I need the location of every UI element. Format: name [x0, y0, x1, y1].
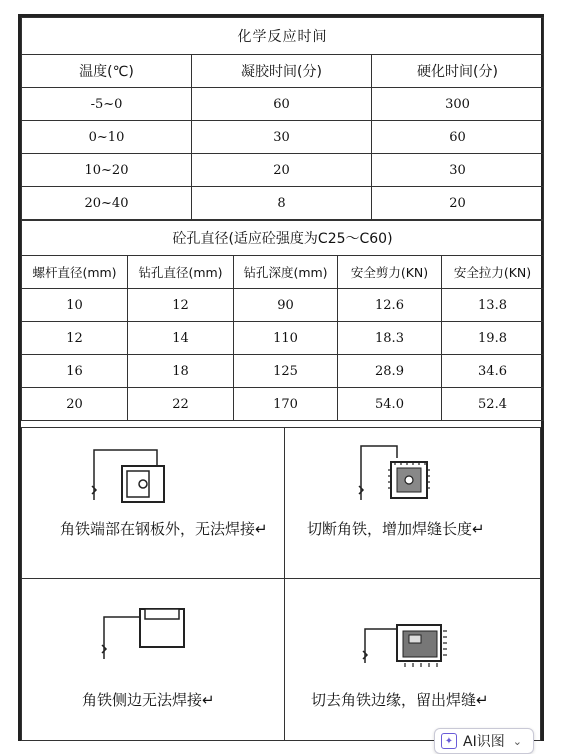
table-cell: 28.9 [338, 355, 442, 388]
figure-cut-edge [284, 578, 541, 741]
table-cell: 90 [234, 289, 338, 322]
table-cell: 13.8 [442, 289, 544, 322]
table-cell: 20 [192, 154, 372, 187]
table-cell: 30 [192, 121, 372, 154]
figure-caption: 角铁侧边无法焊接↵ [82, 691, 215, 709]
table-row [22, 88, 544, 121]
table-cell: 18 [128, 355, 234, 388]
column-header: 硬化时间(分) [372, 55, 544, 88]
column-header: 温度(℃) [22, 55, 192, 88]
table-cell: 20~40 [22, 187, 192, 220]
table-cell: 60 [192, 88, 372, 121]
table-cell: 0~10 [22, 121, 192, 154]
table-row [22, 289, 544, 322]
figure-caption: 切去角铁边缘，留出焊缝↵ [311, 691, 489, 709]
column-header: 钻孔直径(mm) [128, 256, 234, 289]
ai-scan-icon: ✦ [441, 733, 457, 749]
table-row [22, 388, 544, 421]
figure-angle-side [21, 578, 285, 741]
table-cell: 20 [22, 388, 128, 421]
table-row [22, 154, 544, 187]
angle-outside-drawing [22, 428, 285, 579]
bolt-hole-table [21, 220, 544, 421]
table-cell: 20 [372, 187, 544, 220]
table-cell: 18.3 [338, 322, 442, 355]
table-cell: 12 [128, 289, 234, 322]
column-header: 钻孔深度(mm) [234, 256, 338, 289]
figure-caption: 角铁端部在钢板外，无法焊接↵ [60, 520, 268, 538]
table-cell: 54.0 [338, 388, 442, 421]
column-header: 凝胶时间(分) [192, 55, 372, 88]
table-cell: 8 [192, 187, 372, 220]
document-frame [18, 14, 544, 741]
table-cell: 300 [372, 88, 544, 121]
table-cell: 16 [22, 355, 128, 388]
angle-side-drawing [22, 579, 285, 741]
table-cell: 30 [372, 154, 544, 187]
ai-button-label: AI识图 [463, 734, 505, 750]
table-cell: 10~20 [22, 154, 192, 187]
table-cell: 60 [372, 121, 544, 154]
table-cell: 22 [128, 388, 234, 421]
table-cell: 14 [128, 322, 234, 355]
reaction-time-table [21, 17, 544, 220]
cut-angle-drawing [285, 428, 541, 579]
table-cell: 19.8 [442, 322, 544, 355]
table-cell: -5~0 [22, 88, 192, 121]
table-title: 砼孔直径(适应砼强度为C25～C60) [22, 221, 544, 256]
figure-caption: 切断角铁，增加焊缝长度↵ [307, 520, 485, 538]
table-cell: 170 [234, 388, 338, 421]
table-cell: 110 [234, 322, 338, 355]
ai-recognize-button[interactable] [434, 728, 534, 754]
column-header: 安全剪力(KN) [338, 256, 442, 289]
table-row [22, 121, 544, 154]
table-cell: 12.6 [338, 289, 442, 322]
table-cell: 12 [22, 322, 128, 355]
table-cell: 125 [234, 355, 338, 388]
table-row [22, 355, 544, 388]
table-cell: 10 [22, 289, 128, 322]
table-title: 化学反应时间 [22, 18, 544, 55]
figure-grid [21, 427, 541, 741]
chevron-down-icon: ⌄ [512, 734, 522, 748]
table-cell: 34.6 [442, 355, 544, 388]
column-header: 螺杆直径(mm) [22, 256, 128, 289]
cut-edge-drawing [285, 579, 541, 741]
figure-cut-angle [284, 427, 541, 579]
column-header: 安全拉力(KN) [442, 256, 544, 289]
figure-angle-outside [21, 427, 285, 579]
table-row [22, 322, 544, 355]
table-cell: 52.4 [442, 388, 544, 421]
table-row [22, 187, 544, 220]
